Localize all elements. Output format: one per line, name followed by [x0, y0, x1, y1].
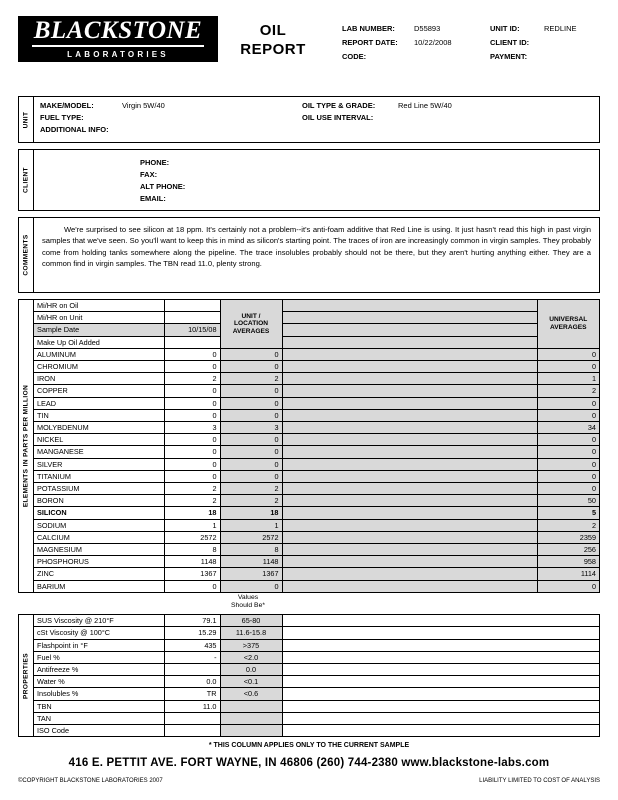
values-note-line2: Should Be*	[230, 602, 265, 610]
fax-label: FAX:	[140, 170, 158, 179]
element-average: 1148	[220, 556, 282, 568]
element-value: 2	[164, 483, 220, 495]
comments-section-tab	[19, 218, 34, 292]
property-should-be: >375	[220, 639, 282, 651]
brand-subtitle: LABORATORIES	[67, 50, 169, 59]
table-row	[34, 725, 599, 737]
spacer-cell	[282, 470, 537, 482]
element-name: BARIUM	[37, 581, 66, 591]
table-row	[34, 519, 599, 531]
lab-number-value: D55893	[414, 24, 441, 33]
element-universal: 34	[537, 422, 599, 434]
property-name: cSt Viscosity @ 100°C	[34, 627, 164, 639]
table-row	[34, 324, 599, 336]
table-row	[34, 373, 599, 385]
element-value: 0	[164, 385, 220, 397]
element-name: TIN	[34, 409, 164, 421]
table-row	[34, 676, 599, 688]
client-section	[18, 149, 600, 211]
element-name: ZINC	[34, 568, 164, 580]
property-name: SUS Viscosity @ 210°F	[34, 615, 164, 627]
table-row	[34, 556, 599, 568]
unit-section	[18, 96, 600, 143]
sample-date-value: 10/15/08	[164, 324, 220, 336]
element-universal: 0	[537, 348, 599, 360]
client-section-tab	[19, 150, 34, 210]
element-name: ALUMINUM	[34, 348, 164, 360]
properties-table	[34, 615, 599, 736]
element-value: 0	[164, 348, 220, 360]
element-value: 18	[164, 507, 220, 519]
element-average: 0	[220, 397, 282, 409]
spacer-cell	[282, 336, 537, 348]
client-row	[40, 158, 593, 167]
property-value: 11.0	[164, 700, 220, 712]
element-universal: 0	[537, 458, 599, 470]
element-average: 2	[220, 495, 282, 507]
spacer-cell	[282, 446, 537, 458]
property-name: TAN	[34, 712, 164, 724]
element-universal: 1114	[537, 568, 599, 580]
report-date-value: 10/22/2008	[414, 38, 452, 47]
spacer-cell	[282, 300, 537, 312]
table-row	[34, 531, 599, 543]
table-row	[34, 507, 599, 519]
property-should-be	[220, 712, 282, 724]
element-average: 0	[220, 580, 282, 592]
report-date-label: REPORT DATE:	[342, 38, 398, 47]
code-label: CODE:	[342, 52, 367, 61]
element-universal: 5	[537, 507, 599, 519]
table-row	[34, 544, 599, 556]
make-model-value: Virgin 5W/40	[122, 101, 165, 110]
table-row	[34, 615, 599, 627]
table-row	[34, 651, 599, 663]
element-name: POTASSIUM	[34, 483, 164, 495]
spacer-cell	[282, 639, 599, 651]
brand-logo	[18, 14, 218, 62]
element-name: SILVER	[34, 458, 164, 470]
client-row	[40, 194, 593, 203]
element-value: 2572	[164, 531, 220, 543]
table-row	[34, 409, 599, 421]
element-value: 0	[164, 361, 220, 373]
alt-phone-label: ALT PHONE:	[140, 182, 186, 191]
payment-label: PAYMENT:	[490, 52, 528, 61]
unit-id-label: UNIT ID:	[490, 24, 520, 33]
table-row	[34, 627, 599, 639]
header-meta	[328, 14, 600, 66]
unit-id-value: REDLINE	[544, 24, 577, 33]
element-name: SODIUM	[34, 519, 164, 531]
element-value: 2	[164, 495, 220, 507]
mihr-unit-value	[164, 312, 220, 324]
lab-number-label: LAB NUMBER:	[342, 24, 395, 33]
mihr-oil-value	[164, 300, 220, 312]
table-row	[34, 422, 599, 434]
property-value	[164, 725, 220, 737]
property-value: 0.0	[164, 676, 220, 688]
client-row	[40, 170, 593, 179]
element-universal: 0	[537, 580, 599, 592]
spacer-cell	[282, 568, 537, 580]
comments-text: We're surprised to see silicon at 18 ppm. It's certainly not a problem--it's anti-foam additive that Red Line is using. It just hasn't read this high in past virgin samples that we've seen. So you'll want to keep this in mind as silicon's starting point. The traces of iron are increasingly common in virgin samples. They probably come from holding tanks somewhere along the pipeline. The trace insolubles probably should not be there, but they aren't hurting anything either. They are a common find in virgin samples. The TBN read 11.0, plenty strong.	[42, 225, 591, 269]
element-name: CHROMIUM	[34, 361, 164, 373]
spacer-cell	[282, 556, 537, 568]
spacer-cell	[282, 312, 537, 324]
property-should-be: 0.0	[220, 664, 282, 676]
spacer-cell	[282, 712, 599, 724]
element-value: 0	[164, 580, 220, 592]
table-row	[34, 385, 599, 397]
page-title-line1: OIL	[259, 22, 287, 39]
element-universal: 0	[537, 483, 599, 495]
property-value	[164, 712, 220, 724]
email-label: EMAIL:	[140, 194, 166, 203]
page-title	[218, 14, 328, 60]
property-value: 15.29	[164, 627, 220, 639]
element-name: MANGANESE	[34, 446, 164, 458]
properties-section	[18, 614, 600, 737]
element-name: LEAD	[34, 397, 164, 409]
elements-table-body	[34, 300, 599, 592]
property-should-be: 65-80	[220, 615, 282, 627]
spacer-cell	[282, 544, 537, 556]
property-name: Water %	[34, 676, 164, 688]
universal-averages-header: UNIVERSAL AVERAGES	[537, 300, 599, 348]
property-should-be	[220, 725, 282, 737]
meta-row	[342, 24, 600, 33]
spacer-cell	[282, 580, 537, 592]
spacer-cell	[282, 627, 599, 639]
element-average: 0	[220, 348, 282, 360]
mihr-unit-label: Mi/HR on Unit	[34, 312, 164, 324]
element-value: 1367	[164, 568, 220, 580]
property-name: TBN	[34, 700, 164, 712]
spacer-cell	[282, 651, 599, 663]
table-row	[34, 312, 599, 324]
table-row	[34, 446, 599, 458]
element-average: 1	[220, 519, 282, 531]
table-row	[34, 483, 599, 495]
client-section-tab-label: CLIENT	[22, 167, 30, 193]
element-average: 0	[220, 361, 282, 373]
property-name: Flashpoint in °F	[34, 639, 164, 651]
unit-section-body	[34, 97, 599, 142]
column-footnote: * THIS COLUMN APPLIES ONLY TO THE CURRENT SAMPLE	[208, 742, 410, 750]
spacer-cell	[282, 397, 537, 409]
spacer-cell	[282, 507, 537, 519]
company-address: 416 E. PETTIT AVE. FORT WAYNE, IN 46806 (260) 744-2380 www.blackstone-labs.com	[68, 757, 550, 770]
spacer-cell	[282, 385, 537, 397]
element-value: 0	[164, 409, 220, 421]
table-row	[34, 470, 599, 482]
spacer-cell	[282, 495, 537, 507]
spacer-cell	[282, 664, 599, 676]
property-name: Fuel %	[34, 651, 164, 663]
meta-row	[342, 38, 600, 47]
element-average: 0	[220, 446, 282, 458]
spacer-cell	[282, 422, 537, 434]
property-value: 435	[164, 639, 220, 651]
element-name: MAGNESIUM	[34, 544, 164, 556]
element-name: NICKEL	[34, 434, 164, 446]
phone-label: PHONE:	[140, 158, 170, 167]
property-name: Antifreeze %	[34, 664, 164, 676]
property-should-be: <0.1	[220, 676, 282, 688]
element-value: 0	[164, 434, 220, 446]
table-row	[34, 639, 599, 651]
property-name: ISO Code	[37, 726, 70, 736]
spacer-cell	[282, 676, 599, 688]
element-universal: 0	[537, 470, 599, 482]
make-model-label: MAKE/MODEL:	[40, 101, 94, 110]
spacer-cell	[282, 483, 537, 495]
unit-row	[40, 125, 593, 134]
values-should-be-note	[0, 593, 582, 612]
element-name: MOLYBDENUM	[34, 422, 164, 434]
table-row	[34, 700, 599, 712]
element-name: BORON	[34, 495, 164, 507]
table-row	[34, 361, 599, 373]
element-value: 0	[164, 397, 220, 409]
element-universal: 0	[537, 446, 599, 458]
spacer-cell	[282, 324, 537, 336]
spacer-cell	[282, 361, 537, 373]
table-row	[34, 688, 599, 700]
element-average: 0	[220, 458, 282, 470]
table-row	[34, 397, 599, 409]
logo-divider	[32, 45, 204, 47]
element-average: 1367	[220, 568, 282, 580]
element-name: COPPER	[34, 385, 164, 397]
element-average: 0	[220, 470, 282, 482]
element-universal: 958	[537, 556, 599, 568]
table-row	[34, 580, 599, 592]
client-section-body	[34, 150, 599, 210]
property-should-be: <0.6	[220, 688, 282, 700]
properties-section-tab	[19, 615, 34, 736]
element-average: 8	[220, 544, 282, 556]
table-row	[34, 348, 599, 360]
spacer-cell	[282, 373, 537, 385]
element-average: 2	[220, 373, 282, 385]
element-average: 0	[220, 434, 282, 446]
values-note-line1: Values	[237, 593, 259, 601]
additional-info-label: ADDITIONAL INFO:	[40, 125, 109, 134]
table-row	[34, 336, 599, 348]
spacer-cell	[282, 688, 599, 700]
mihr-oil-label: Mi/HR on Oil	[34, 300, 164, 312]
element-universal: 256	[537, 544, 599, 556]
spacer-cell	[282, 434, 537, 446]
comments-section	[18, 217, 600, 293]
property-value: 79.1	[164, 615, 220, 627]
comments-section-body	[34, 218, 599, 292]
element-average: 18	[220, 507, 282, 519]
properties-section-tab-label: PROPERTIES	[22, 652, 30, 699]
property-value	[164, 664, 220, 676]
table-row	[34, 300, 599, 312]
element-value: 1148	[164, 556, 220, 568]
brand-name: BLACKSTONE	[33, 17, 203, 44]
oil-type-label: OIL TYPE & GRADE:	[302, 101, 376, 110]
property-name: Insolubles %	[34, 688, 164, 700]
elements-section	[18, 299, 600, 593]
property-should-be: <2.0	[220, 651, 282, 663]
element-value: 8	[164, 544, 220, 556]
element-value: 2	[164, 373, 220, 385]
unit-section-tab	[19, 97, 34, 142]
properties-table-body	[34, 615, 599, 736]
element-universal: 0	[537, 409, 599, 421]
unit-location-averages-header: UNIT / LOCATION AVERAGES	[220, 300, 282, 348]
table-row	[34, 568, 599, 580]
fuel-type-value	[122, 113, 302, 122]
element-average: 2572	[220, 531, 282, 543]
element-universal: 50	[537, 495, 599, 507]
spacer-cell	[282, 615, 599, 627]
elements-table	[34, 300, 599, 592]
element-universal: 2	[537, 385, 599, 397]
property-value: -	[164, 651, 220, 663]
element-value: 1	[164, 519, 220, 531]
spacer-cell	[282, 348, 537, 360]
unit-row	[40, 101, 593, 110]
element-average: 3	[220, 422, 282, 434]
table-row	[34, 664, 599, 676]
element-value: 0	[164, 458, 220, 470]
page-title-line2: REPORT	[240, 40, 306, 58]
element-universal: 0	[537, 361, 599, 373]
makeup-oil-label: Make Up Oil Added	[34, 336, 164, 348]
element-universal: 2	[537, 519, 599, 531]
element-universal: 0	[537, 397, 599, 409]
elements-section-tab	[19, 300, 34, 592]
element-average: 2	[220, 483, 282, 495]
element-name: TITANIUM	[34, 470, 164, 482]
table-row	[34, 495, 599, 507]
spacer-cell	[282, 531, 537, 543]
copyright-text: ©COPYRIGHT BLACKSTONE LABORATORIES 2007	[18, 778, 163, 785]
sample-date-label: Sample Date	[34, 324, 164, 336]
table-row	[34, 434, 599, 446]
spacer-cell	[282, 725, 599, 737]
element-value: 0	[164, 446, 220, 458]
client-row	[40, 182, 593, 191]
element-name: CALCIUM	[34, 531, 164, 543]
liability-text: LIABILITY LIMITED TO COST OF ANALYSIS	[479, 778, 600, 785]
element-name: PHOSPHORUS	[34, 556, 164, 568]
element-value: 0	[164, 470, 220, 482]
makeup-oil-value	[164, 336, 220, 348]
meta-row	[342, 52, 600, 61]
comments-section-tab-label: COMMENTS	[22, 234, 30, 276]
element-average: 0	[220, 385, 282, 397]
element-universal: 0	[537, 434, 599, 446]
legal-footer	[18, 778, 600, 784]
element-name: IRON	[34, 373, 164, 385]
element-name: SILICON	[34, 507, 164, 519]
spacer-cell	[282, 700, 599, 712]
element-value: 3	[164, 422, 220, 434]
spacer-cell	[282, 458, 537, 470]
spacer-cell	[282, 409, 537, 421]
element-universal: 1	[537, 373, 599, 385]
property-should-be: 11.6-15.8	[220, 627, 282, 639]
elements-section-tab-label: ELEMENTS IN PARTS PER MILLION	[22, 384, 30, 508]
unit-section-tab-label: UNIT	[22, 111, 30, 128]
property-value: TR	[164, 688, 220, 700]
element-average: 0	[220, 409, 282, 421]
fuel-type-label: FUEL TYPE:	[40, 113, 84, 122]
spacer-cell	[282, 519, 537, 531]
oil-use-interval-label: OIL USE INTERVAL:	[302, 113, 374, 122]
property-should-be	[220, 700, 282, 712]
report-header	[18, 14, 600, 90]
table-row	[34, 712, 599, 724]
code-value	[414, 52, 490, 61]
unit-row	[40, 113, 593, 122]
client-id-label: CLIENT ID:	[490, 38, 530, 47]
table-row	[34, 458, 599, 470]
oil-type-value: Red Line 5W/40	[398, 101, 452, 110]
element-universal: 2359	[537, 531, 599, 543]
